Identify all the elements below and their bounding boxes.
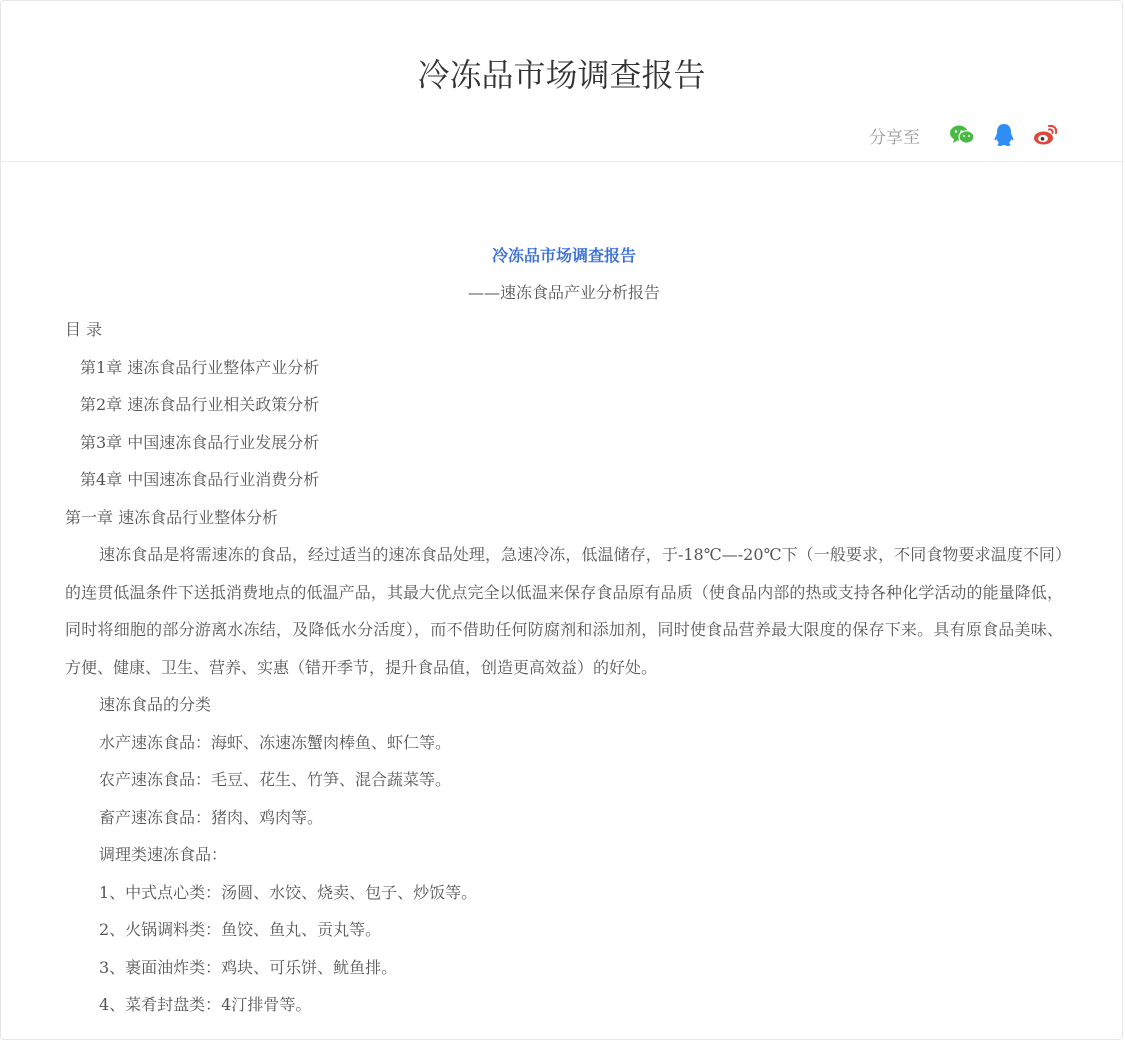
article-body [65, 237, 1063, 1024]
share-weibo-button[interactable] [1032, 121, 1060, 149]
article-title: 冷冻品市场调查报告 [491, 246, 636, 265]
category-item: 1、中式点心类：汤圆、水饺、烧卖、包子、炒饭等。 [99, 882, 478, 902]
weibo-icon [1033, 123, 1059, 147]
category-item: 3、裹面油炸类：鸡块、可乐饼、鱿鱼排。 [99, 957, 398, 977]
category-item: 农产速冻食品：毛豆、花生、竹笋、混合蔬菜等。 [99, 770, 452, 789]
category-item: 2、火锅调料类：鱼饺、鱼丸、贡丸等。 [99, 920, 382, 939]
category-item: 畜产速冻食品：猪肉、鸡肉等。 [99, 807, 324, 827]
category-item: 4、菜肴封盘类：4汀排骨等。 [99, 995, 312, 1014]
share-bar [869, 121, 1060, 149]
intro-paragraph: 速冻食品是将需速冻的食品，经过适当的速冻食品处理，急速冷冻，低温储存，于-18℃—-20℃下（一般要求，不同食物要求温度不同）的连贯低温条件下送抵消费地点的低温产品，其最大优点完全以低温来保存食品原有品质（使食品内部的热或支持各种化学活动的能量降低，同时将细胞的部分游离水冻结，及降低水分活度），而不借助任何防腐剂和添加剂，同时使食品营养最大限度的保存下来。具有原食品美味、方便、健康、卫生、营养、实惠（错开季节，提升食品值，创造更高效益）的好处。 [65, 545, 1063, 677]
toc-heading: 目 录 [65, 320, 103, 339]
qq-icon [993, 123, 1015, 147]
category-item: 水产速冻食品：海虾、冻速冻蟹肉棒鱼、虾仁等。 [99, 732, 452, 752]
toc-item: 第1章 速冻食品行业整体产业分析 [80, 357, 320, 377]
page-title: 冷冻品市场调查报告 [417, 56, 706, 94]
classification-heading: 速冻食品的分类 [99, 695, 212, 714]
toc-item: 第4章 中国速冻食品行业消费分析 [80, 470, 320, 489]
share-label: 分享至 [869, 127, 920, 148]
article-header [1, 1, 1122, 162]
category-item: 调理类速冻食品： [99, 845, 228, 864]
share-qq-button[interactable] [990, 121, 1018, 149]
share-wechat-button[interactable] [948, 121, 976, 149]
wechat-icon [949, 124, 975, 146]
toc-item: 第3章 中国速冻食品行业发展分析 [80, 432, 320, 452]
article-subtitle: ——速冻食品产业分析报告 [467, 283, 660, 302]
toc-item: 第2章 速冻食品行业相关政策分析 [80, 395, 320, 414]
chapter-heading: 第一章 速冻食品行业整体分析 [65, 507, 279, 527]
